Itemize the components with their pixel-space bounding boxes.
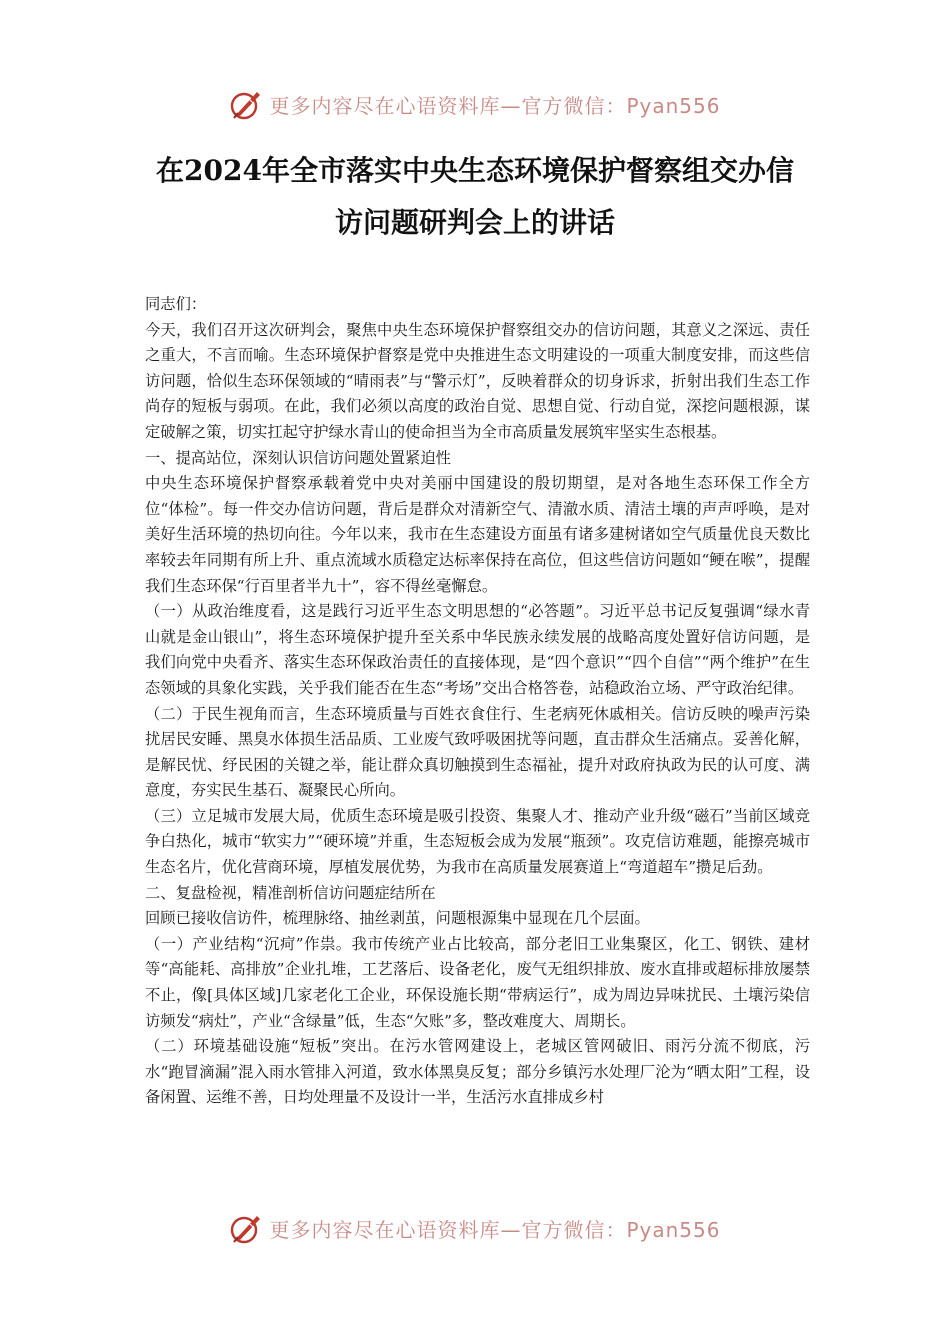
banner-text: 更多内容尽在心语资料库—官方微信：Pyan556 xyxy=(269,93,721,118)
document-body xyxy=(145,292,810,1111)
paragraph: （一）从政治维度看，这是践行习近平生态文明思想的“必答题”。习近平总书记反复强调“绿水青山就是金山银山”，将生态环境保护提升至关系中华民族永续发展的战略高度处置好信访问题，是我们向党中央看齐、落实生态环保政治责任的直接体现，是“四个意识”“四个自信”“两个维护”在生态领域的具象化实践，关乎我们能否在生态“考场”交出合格答卷，站稳政治立场、严守政治纪律。 xyxy=(145,602,810,697)
quill-pen-icon xyxy=(229,1211,263,1245)
title-line-2: 访问题研判会上的讲话 xyxy=(334,206,615,239)
header-banner xyxy=(0,84,950,124)
paragraph: （三）立足城市发展大局，优质生态环境是吸引投资、集聚人才、推动产业升级“磁石”当前区域竞争白热化，城市“软实力”“硬环境”并重，生态短板会成为发展“瓶颈”。攻克信访难题，能擦亮城市生态名片，优化营商环境，厚植发展优势，为我市在高质量发展赛道上“弯道超车”攒足后劲。 xyxy=(145,806,810,877)
section-heading-1: 一、提高站位，深刻认识信访问题处置紧迫性 xyxy=(145,448,451,467)
quill-pen-icon xyxy=(229,87,263,121)
document-title xyxy=(100,145,850,249)
paragraph-intro: 今天，我们召开这次研判会，聚焦中央生态环境保护督察组交办的信访问题，其意义之深远、责任之重大，不言而喻。生态环境保护督察是党中央推进生态文明建设的一项重大制度安排，而这些信访问题，恰似生态环保领域的“晴雨表”与“警示灯”，反映着群众的切身诉求，折射出我们生态工作尚存的短板与弱项。在此，我们必须以高度的政治自觉、思想自觉、行动自觉，深挖问题根源，谋定破解之策，切实扛起守护绿水青山的使命担当为全市高质量发展筑牢坚实生态根基。 xyxy=(145,320,810,441)
footer-banner xyxy=(0,1208,950,1248)
section-heading-2: 二、复盘检视，精准剖析信访问题症结所在 xyxy=(145,883,436,902)
salutation: 同志们： xyxy=(145,295,207,313)
paragraph: （二）环境基础设施“短板”突出。在污水管网建设上，老城区管网破旧、雨污分流不彻底，污水“跑冒滴漏”混入雨水管排入河道，致水体黑臭反复；部分乡镇污水处理厂沦为“晒太阳”工程，设备闲置、运维不善，日均处理量不及设计一半，生活污水直排成乡村 xyxy=(145,1037,810,1107)
paragraph: 回顾已接收信访件，梳理脉络、抽丝剥茧，问题根源集中显现在几个层面。 xyxy=(145,909,650,928)
paragraph: （一）产业结构“沉疴”作祟。我市传统产业占比较高，部分老旧工业集聚区，化工、钢铁、建材等“高能耗、高排放”企业扎堆，工艺落后、设备老化，废气无组织排放、废水直排或超标排放屡禁不止，像[具体区域]几家老化工企业，环保设施长期“带病运行”，成为周边异味扰民、土壤污染信访频发“病灶”，产业“含绿量”低，生态“欠账”多，整改难度大、周期长。 xyxy=(145,934,810,1030)
paragraph: （二）于民生视角而言，生态环境质量与百姓衣食住行、生老病死休戚相关。信访反映的噪声污染扰居民安睡、黑臭水体损生活品质、工业废气致呼吸困扰等问题，直击群众生活痛点。妥善化解，是解民忧、纾民困的关键之举，能让群众真切触摸到生态福祉，提升对政府执政为民的认可度、满意度，夯实民生基石、凝聚民心所向。 xyxy=(145,704,810,800)
banner-text: 更多内容尽在心语资料库—官方微信：Pyan556 xyxy=(269,1217,721,1242)
title-line-1: 在2024年全市落实中央生态环境保护督察组交办信 xyxy=(156,154,794,187)
paragraph: 中央生态环境保护督察承载着党中央对美丽中国建设的殷切期望，是对各地生态环保工作全方位“体检”。每一件交办信访问题，背后是群众对清新空气、清澈水质、清洁土壤的声声呼唤，是对美好生活环境的热切向往。今年以来，我市在生态建设方面虽有诸多建树诸如空气质量优良天数比率较去年同期有所上升、重点流域水质稳定达标率保持在高位，但这些信访问题如“鲠在喉”，提醒我们生态环保“行百里者半九十”，容不得丝毫懈怠。 xyxy=(145,474,810,595)
